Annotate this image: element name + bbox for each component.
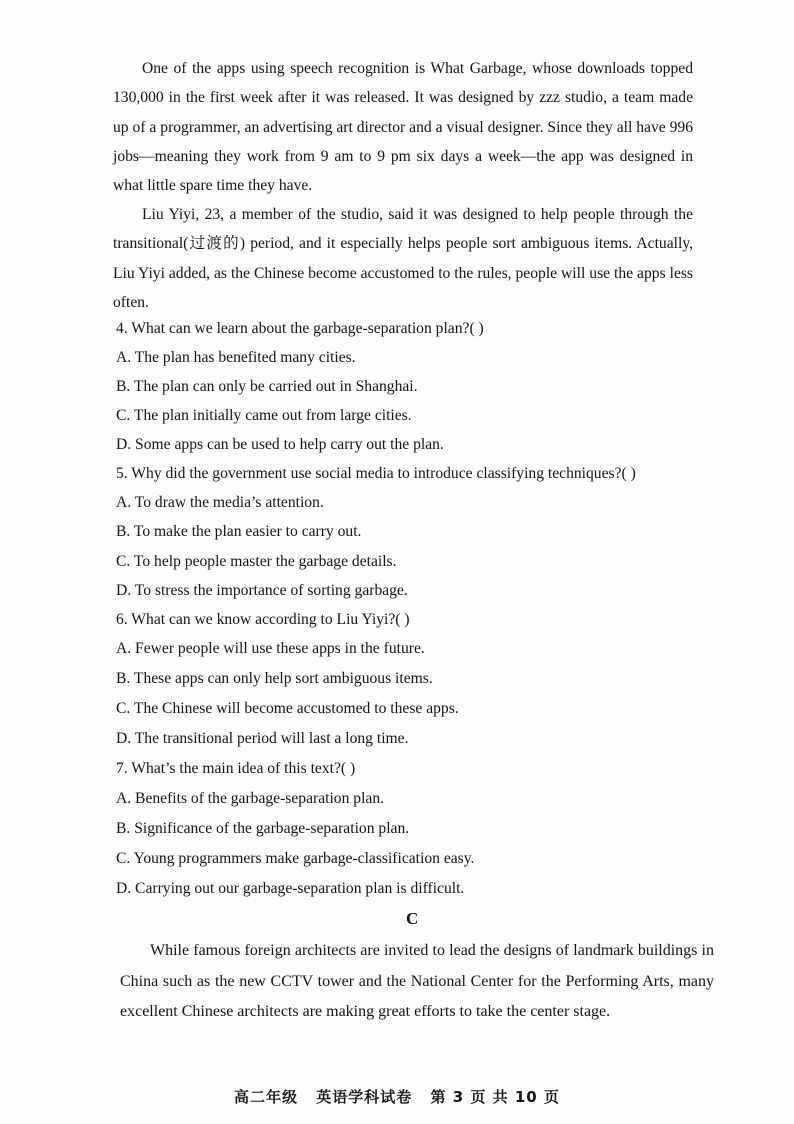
passage-c-paragraph-1: While famous foreign architects are invited to lead the designs of landmark buildings in China such as the new CCTV tower and the National Center for the Performing Arts, many excellent Chinese architects are making great efforts to take the center stage.: [120, 942, 714, 1021]
page-footer: [0, 1086, 794, 1107]
question-4-option-a: A. The plan has benefited many cities.: [116, 349, 356, 366]
question-4-option-b: B. The plan can only be carried out in Shanghai.: [116, 378, 418, 395]
footer-page-info: 第 3 页 共 10 页: [430, 1088, 560, 1106]
question-6-option-b: B. These apps can only help sort ambiguous items.: [116, 670, 433, 687]
footer-subject: 英语学科试卷: [316, 1088, 413, 1106]
question-5-option-a: A. To draw the media’s attention.: [116, 494, 324, 511]
question-4-option-d: D. Some apps can be used to help carry out the plan.: [116, 436, 444, 453]
question-5-stem: 5. Why did the government use social media to introduce classifying techniques?( ): [116, 465, 636, 482]
question-5-option-d: D. To stress the importance of sorting garbage.: [116, 582, 408, 599]
question-6-stem: 6. What can we know according to Liu Yiyi?( ): [116, 611, 410, 628]
question-5-option-b: B. To make the plan easier to carry out.: [116, 523, 362, 540]
question-4-option-c: C. The plan initially came out from large cities.: [116, 407, 412, 424]
section-c-title: C: [406, 909, 419, 928]
question-6-option-c: C. The Chinese will become accustomed to these apps.: [116, 700, 459, 717]
question-7-option-a: A. Benefits of the garbage-separation plan.: [116, 790, 385, 807]
question-7-stem: 7. What’s the main idea of this text?( ): [116, 760, 356, 777]
question-7-option-b: B. Significance of the garbage-separation plan.: [116, 820, 410, 837]
question-5-option-c: C. To help people master the garbage details.: [116, 553, 397, 570]
question-6-option-a: A. Fewer people will use these apps in the future.: [116, 640, 425, 657]
passage-b-paragraph-2: Liu Yiyi, 23, a member of the studio, said it was designed to help people through the transitional(过渡的) period, and it especially helps people sort ambiguous items. Actually, Liu Yiyi added, as the Chinese become accustomed to the rules, people will use the apps less often.: [113, 206, 693, 311]
question-6-option-d: D. The transitional period will last a long time.: [116, 730, 409, 747]
footer-grade: 高二年级: [234, 1088, 299, 1106]
passage-b-paragraph-1: One of the apps using speech recognition is What Garbage, whose downloads topped 130,000 in the first week after it was released. It was designed by zzz studio, a team made up of a programmer, an advertising art director and a visual designer. Since they all have 996 jobs—meaning they work from 9 am to 9 pm six days a week—the app was designed in what little spare time they have.: [113, 60, 693, 195]
question-7-option-d: D. Carrying out our garbage-separation plan is difficult.: [116, 880, 465, 897]
question-4-stem: 4. What can we learn about the garbage-separation plan?( ): [116, 320, 484, 337]
question-7-option-c: C. Young programmers make garbage-classification easy.: [116, 850, 475, 867]
